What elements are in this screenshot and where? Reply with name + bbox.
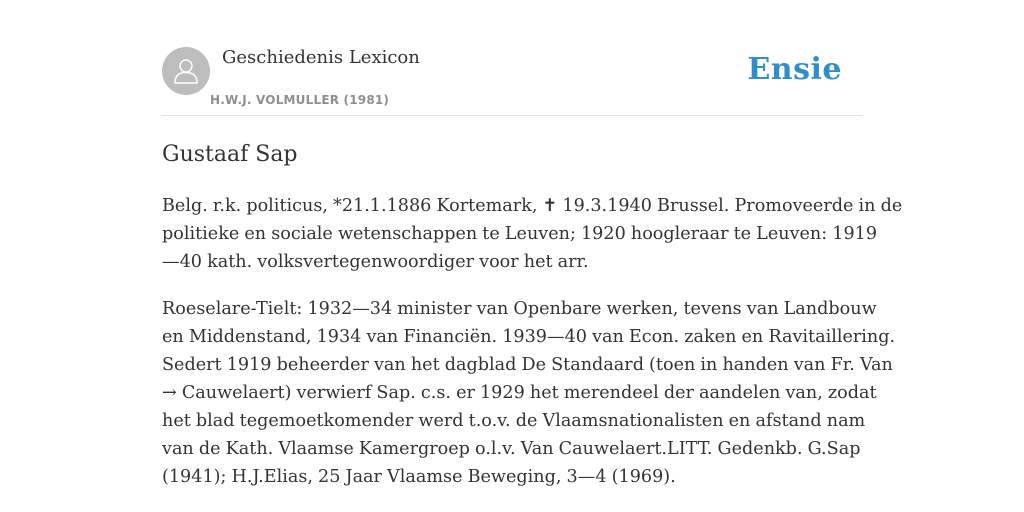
text-line: —40 kath. volksvertegenwoordiger voor het arr.	[162, 252, 589, 272]
source-header	[162, 47, 862, 116]
source-title[interactable]: Geschiedenis Lexicon	[222, 47, 420, 68]
text-line: Belg. r.k. politicus, *21.1.1886 Kortemark, ✝ 19.3.1940 Brussel. Promoveerde in de	[162, 196, 903, 216]
text-line: politieke en sociale wetenschappen te Leuven; 1920 hoogleraar te Leuven: 1919	[162, 224, 878, 244]
text-line: het blad tegemoetkomender werd t.o.v. de Vlaamsnationalisten en afstand nam	[162, 411, 866, 431]
text-line: Sedert 1919 beheerder van het dagblad De Standaard (toen in handen van Fr. Van	[162, 355, 893, 375]
article-title: Gustaaf Sap	[162, 142, 298, 167]
text-line: van de Kath. Vlaamse Kamergroep o.l.v. Van Cauwelaert.LITT. Gedenkb. G.Sap	[162, 439, 861, 459]
source-author: H.W.J. VOLMULLER (1981)	[210, 93, 390, 107]
user-icon	[172, 56, 200, 86]
article-body	[162, 192, 903, 510]
text-line: Roeselare-Tielt: 1932—34 minister van Openbare werken, tevens van Landbouw	[162, 299, 877, 319]
article-paragraph	[162, 295, 896, 491]
brand-logo[interactable]: Ensie	[747, 52, 842, 87]
avatar[interactable]	[162, 47, 210, 95]
text-line: → Cauwelaert) verwierf Sap. c.s. er 1929 het merendeel der aandelen van, zodat	[162, 383, 877, 403]
text-line: en Middenstand, 1934 van Financiën. 1939—40 van Econ. zaken en Ravitaillering.	[162, 327, 896, 347]
article-paragraph	[162, 192, 903, 276]
text-line: (1941); H.J.Elias, 25 Jaar Vlaamse Beweging, 3—4 (1969).	[162, 467, 676, 487]
